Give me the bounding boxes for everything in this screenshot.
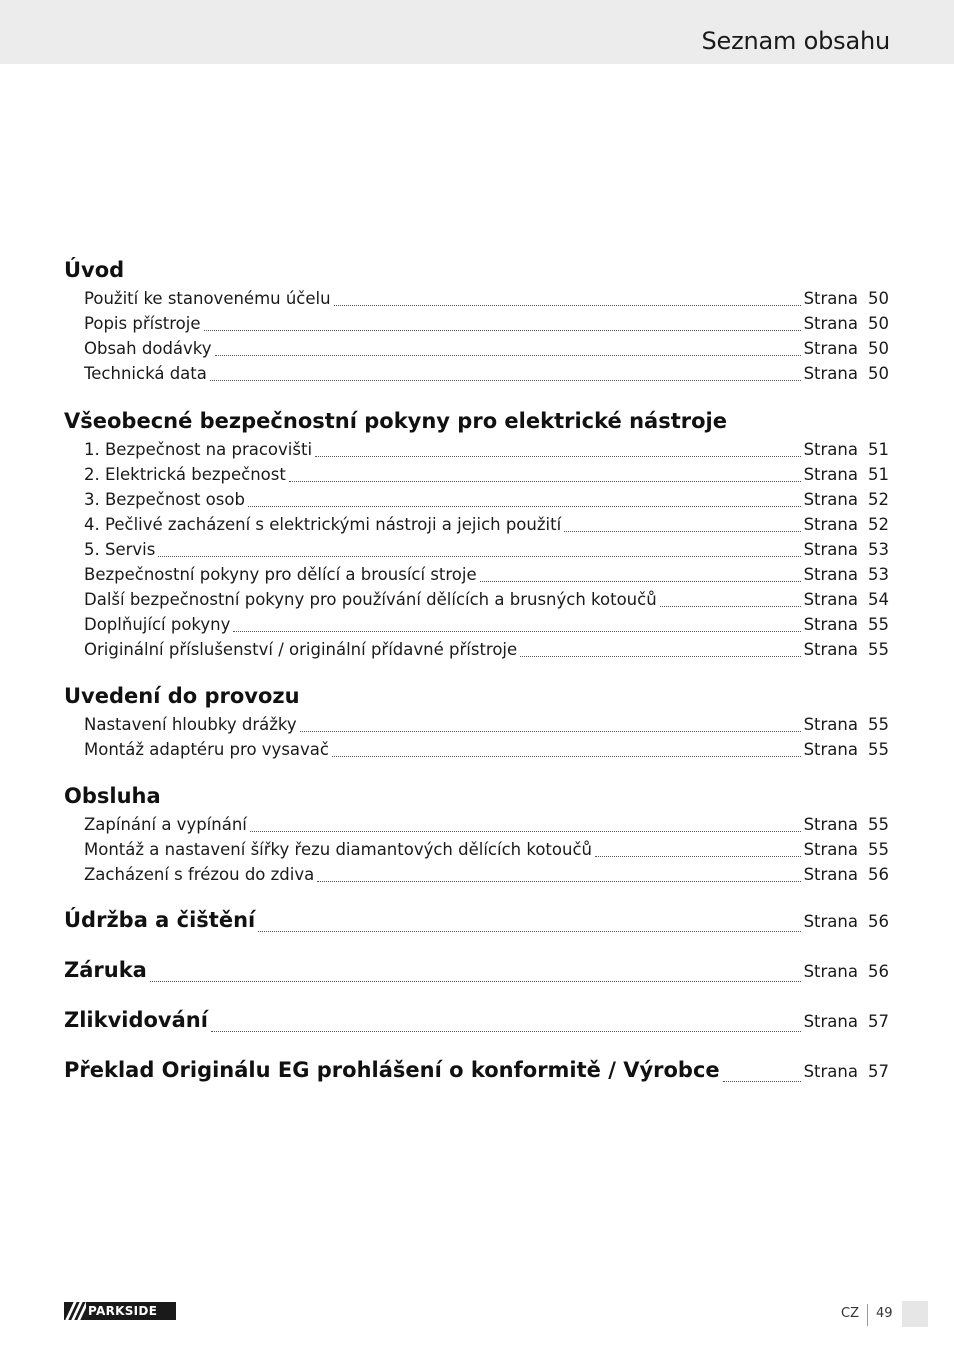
leader-dots [210, 380, 801, 381]
toc-entry-label: 1. Bezpečnost na pracovišti [84, 440, 313, 459]
toc-entry-label: Obsah dodávky [84, 339, 212, 358]
section-title-uvedeni: Uvedení do provozu [64, 684, 300, 708]
toc-entry-label: Popis přístroje [84, 314, 201, 333]
leader-dots [248, 506, 801, 507]
toc-entry[interactable] [84, 840, 889, 862]
toc-entry-strana: Strana [803, 465, 858, 484]
toc-entry-page: 52 [868, 515, 889, 534]
toc-entry-page: 57 [868, 1012, 889, 1031]
toc-entry-strana: Strana [803, 740, 858, 759]
toc-entry-strana: Strana [803, 815, 858, 834]
leader-dots [723, 1081, 801, 1082]
toc-entry-page: 53 [868, 565, 889, 584]
toc-entry-page: 52 [868, 490, 889, 509]
leader-dots [289, 481, 801, 482]
toc-entry[interactable] [84, 865, 889, 887]
toc-entry[interactable] [84, 615, 889, 637]
toc-entry[interactable] [84, 565, 889, 587]
toc-section-label: Překlad Originálu EG prohlášení o konformitě / Výrobce [64, 1058, 720, 1082]
leader-dots [332, 756, 801, 757]
toc-entry-page: 56 [868, 912, 889, 931]
toc-entry-label: Zapínání a vypínání [84, 815, 247, 834]
toc-entry-label: Další bezpečnostní pokyny pro používání dělících a brusných kotoučů [84, 590, 657, 609]
toc-entry[interactable] [84, 289, 889, 311]
leader-dots [660, 606, 801, 607]
leader-dots [204, 330, 801, 331]
leader-dots [334, 305, 801, 306]
toc-entry-label: 4. Pečlivé zacházení s elektrickými nástroji a jejich použití [84, 515, 562, 534]
page-number: 49 [876, 1306, 893, 1321]
toc-entry-label: 5. Servis [84, 540, 156, 559]
toc-entry-label: Zacházení s frézou do zdiva [84, 865, 315, 884]
toc-entry[interactable] [84, 339, 889, 361]
toc-entry-page: 55 [868, 740, 889, 759]
toc-entry-strana: Strana [803, 289, 858, 308]
section-title-uvod: Úvod [64, 258, 125, 282]
toc-entry-page: 50 [868, 289, 889, 308]
toc-entry-label: Montáž a nastavení šířky řezu diamantových dělících kotoučů [84, 840, 592, 859]
leader-dots [215, 355, 801, 356]
section-title-obsluha: Obsluha [64, 784, 161, 808]
toc-entry-strana: Strana [803, 865, 858, 884]
toc-entry-strana: Strana [803, 1062, 858, 1081]
leader-dots [317, 881, 800, 882]
toc-entry-strana: Strana [803, 962, 858, 981]
toc-entry[interactable] [84, 364, 889, 386]
leader-dots [300, 731, 801, 732]
toc-entry-label: Montáž adaptéru pro vysavač [84, 740, 329, 759]
toc-entry[interactable] [84, 314, 889, 336]
toc-entry[interactable] [84, 640, 889, 662]
toc-entry-label: Technická data [84, 364, 207, 383]
toc-entry[interactable] [84, 440, 889, 462]
toc-entry-label: Originální příslušenství / originální přídavné přístroje [84, 640, 518, 659]
toc-entry-strana: Strana [803, 590, 858, 609]
toc-entry-strana: Strana [803, 840, 858, 859]
leader-dots [158, 556, 800, 557]
toc-entry-label: Bezpečnostní pokyny pro dělící a brousící stroje [84, 565, 477, 584]
page-title: Seznam obsahu [701, 27, 890, 55]
toc-entry-page: 55 [868, 640, 889, 659]
toc-entry[interactable] [84, 490, 889, 512]
toc-section-label: Zlikvidování [64, 1008, 208, 1032]
leader-dots [595, 856, 801, 857]
language-code: CZ [841, 1306, 859, 1321]
leader-dots [250, 831, 801, 832]
toc-entry-page: 55 [868, 715, 889, 734]
toc-entry-page: 57 [868, 1062, 889, 1081]
toc-entry-strana: Strana [803, 912, 858, 931]
toc-entry-strana: Strana [803, 640, 858, 659]
logo-slashes-icon [64, 1302, 86, 1320]
toc-entry-strana: Strana [803, 565, 858, 584]
toc-entry[interactable] [84, 815, 889, 837]
toc-entry-strana: Strana [803, 440, 858, 459]
parkside-logo [64, 1302, 176, 1320]
toc-entry-page: 51 [868, 440, 889, 459]
toc-entry-page: 55 [868, 815, 889, 834]
toc-entry-page: 53 [868, 540, 889, 559]
toc-entry[interactable] [84, 465, 889, 487]
toc-entry-page: 55 [868, 615, 889, 634]
brand-name: PARKSIDE [88, 1304, 158, 1318]
toc-entry-label: Použití ke stanovenému účelu [84, 289, 331, 308]
leader-dots [564, 531, 800, 532]
toc-entry[interactable] [84, 540, 889, 562]
toc-entry-strana: Strana [803, 540, 858, 559]
toc-entry[interactable] [84, 740, 889, 762]
toc-entry[interactable] [84, 590, 889, 612]
leader-dots [520, 656, 800, 657]
toc-section-entry[interactable] [64, 1058, 889, 1088]
toc-entry-page: 50 [868, 314, 889, 333]
toc-entry-strana: Strana [803, 715, 858, 734]
toc-section-label: Údržba a čištění [64, 908, 256, 932]
toc-entry-page: 54 [868, 590, 889, 609]
section-title-bezpecnost: Všeobecné bezpečnostní pokyny pro elektrické nástroje [64, 409, 727, 433]
footer-divider [867, 1304, 868, 1326]
toc-entry-page: 56 [868, 962, 889, 981]
toc-section-label: Záruka [64, 958, 147, 982]
leader-dots [211, 1031, 801, 1032]
toc-entry-strana: Strana [803, 339, 858, 358]
toc-section-entry[interactable] [64, 1008, 889, 1038]
toc-entry-strana: Strana [803, 1012, 858, 1031]
leader-dots [258, 931, 800, 932]
toc-entry[interactable] [84, 715, 889, 737]
toc-entry-strana: Strana [803, 515, 858, 534]
toc-entry-page: 55 [868, 840, 889, 859]
toc-entry-label: Doplňující pokyny [84, 615, 231, 634]
toc-entry-page: 51 [868, 465, 889, 484]
toc-entry-label: 3. Bezpečnost osob [84, 490, 245, 509]
leader-dots [480, 581, 801, 582]
page-corner-tab [902, 1301, 928, 1327]
toc-entry-strana: Strana [803, 364, 858, 383]
toc-entry-page: 56 [868, 865, 889, 884]
toc-entry-page: 50 [868, 339, 889, 358]
leader-dots [150, 981, 801, 982]
toc-entry-label: Nastavení hloubky drážky [84, 715, 297, 734]
toc-section-entry[interactable] [64, 908, 889, 938]
toc-entry-strana: Strana [803, 314, 858, 333]
toc-entry[interactable] [84, 515, 889, 537]
toc-entry-strana: Strana [803, 490, 858, 509]
header-band [0, 0, 954, 64]
toc-entry-page: 50 [868, 364, 889, 383]
toc-entry-strana: Strana [803, 615, 858, 634]
leader-dots [315, 456, 801, 457]
toc-section-entry[interactable] [64, 958, 889, 988]
toc-entry-label: 2. Elektrická bezpečnost [84, 465, 286, 484]
leader-dots [233, 631, 800, 632]
